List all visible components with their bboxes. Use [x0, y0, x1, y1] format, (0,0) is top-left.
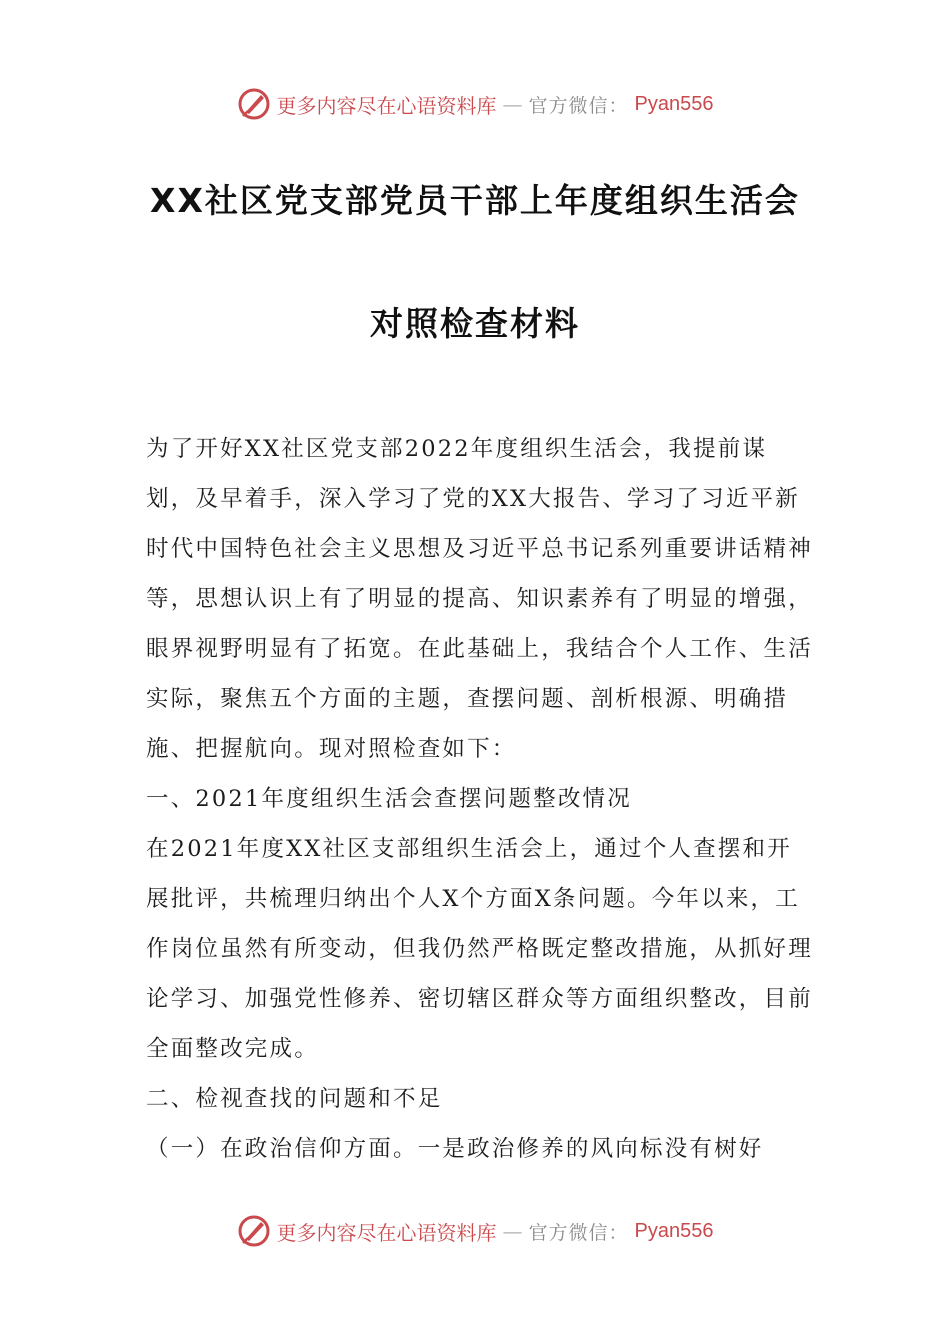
watermark-wechat-label: 官方微信： — [528, 1221, 629, 1244]
document-title-line-1: XX社区党支部党员干部上年度组织生活会 — [150, 181, 800, 220]
quill-pen-logo-icon — [237, 1214, 271, 1248]
footer-watermark — [0, 1211, 950, 1251]
watermark-wechat-id: Pyan556 — [634, 92, 714, 115]
watermark-wechat-label: 官方微信： — [528, 94, 629, 117]
section-1-paragraph: 在2021年度XX社区支部组织生活会上，通过个人查摆和开展批评，共梳理归纳出个人X个方面X条问题。今年以来，工作岗位虽然有所变动，但我仍然严格既定整改措施，从抓好理论学习、加强党性修养、密切辖区群众等方面组织整改，目前全面整改完成。 — [146, 836, 813, 1062]
section-heading-1: 一、2021年度组织生活会查摆问题整改情况 — [146, 786, 632, 812]
watermark-dash: — — [502, 92, 523, 116]
watermark-brand-text: 更多内容尽在心语资料库 — [276, 93, 497, 118]
section-heading-2: 二、检视查找的问题和不足 — [146, 1086, 443, 1112]
watermark-dash: — — [502, 1219, 523, 1243]
document-body — [146, 424, 816, 1174]
intro-paragraph: 为了开好XX社区党支部2022年度组织生活会，我提前谋划，及早着手，深入学习了党的XX大报告、学习了习近平新时代中国特色社会主义思想及习近平总书记系列重要讲话精神等，思想认识上有了明显的提高、知识素养有了明显的增强，眼界视野明显有了拓宽。在此基础上，我结合个人工作、生活实际，聚焦五个方面的主题，查摆问题、剖析根源、明确措施、把握航向。现对照检查如下： — [146, 436, 813, 762]
subsection-1-paragraph: （一）在政治信仰方面。一是政治修养的风向标没有树好 — [146, 1136, 764, 1162]
document-title-line-2: 对照检查材料 — [370, 304, 580, 343]
quill-pen-logo-icon — [237, 87, 271, 121]
watermark-wechat-id: Pyan556 — [634, 1219, 714, 1242]
header-watermark — [0, 84, 950, 124]
watermark-brand-text: 更多内容尽在心语资料库 — [276, 1220, 497, 1245]
